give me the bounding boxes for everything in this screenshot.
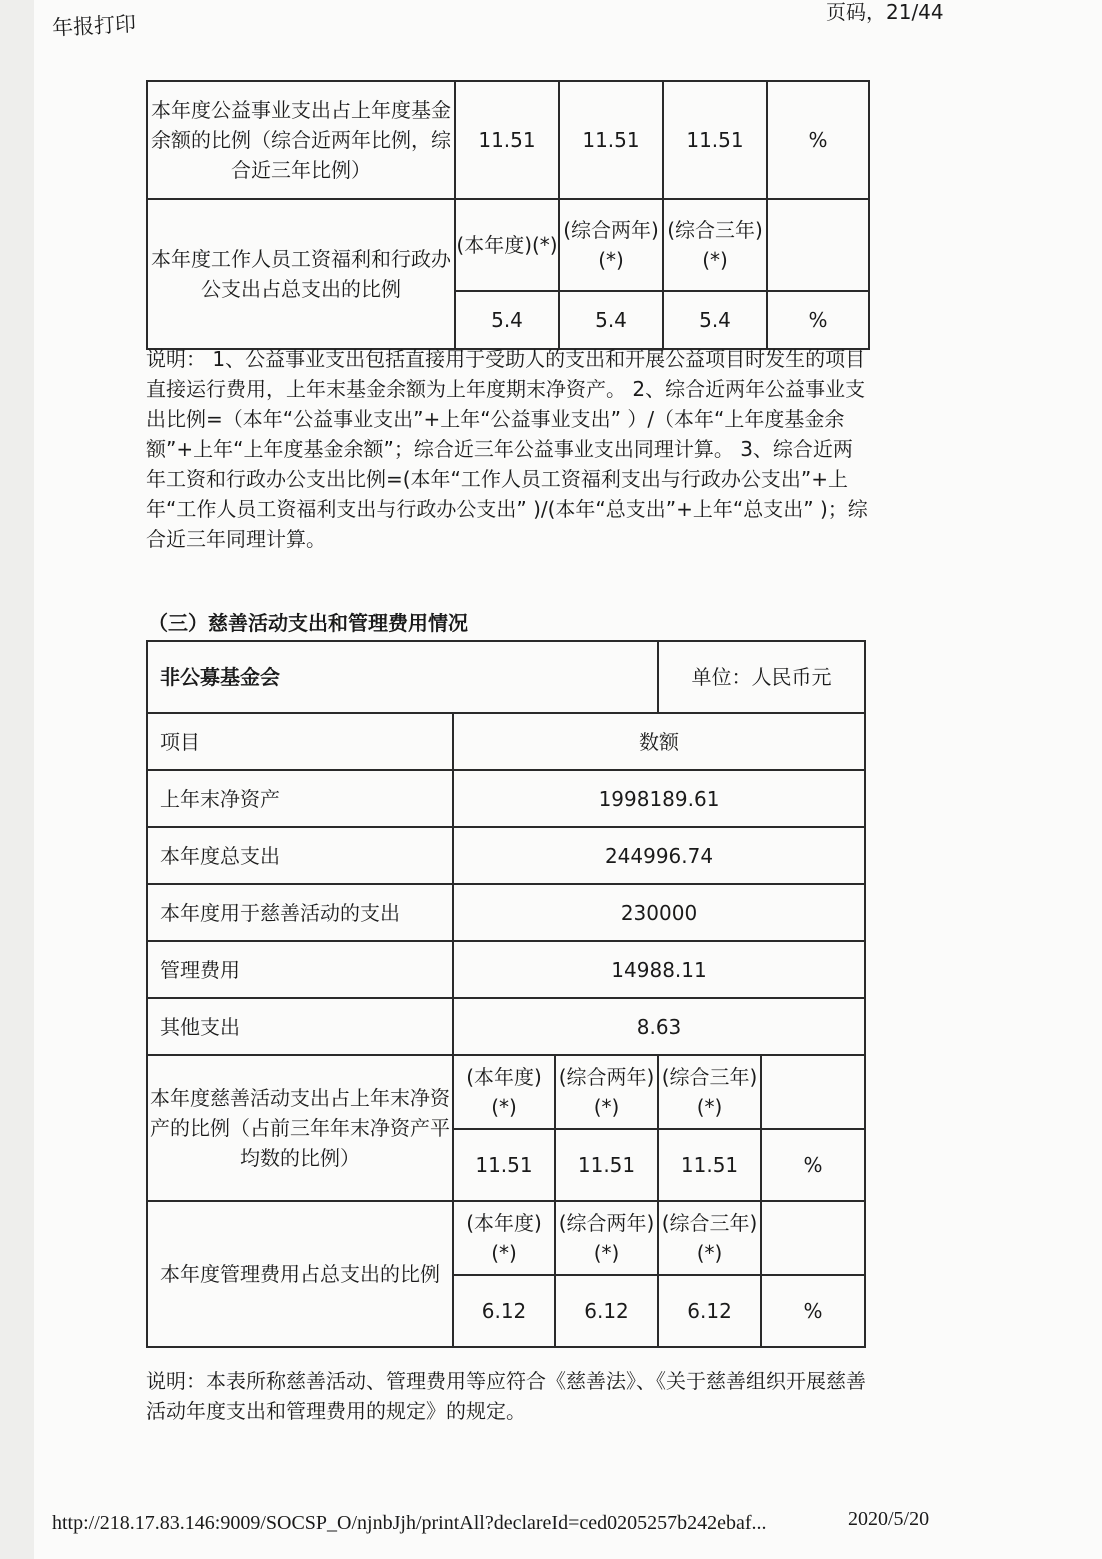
row-value: 14988.11	[453, 941, 865, 998]
row-label: 其他支出	[147, 998, 453, 1055]
row-value: 230000	[453, 884, 865, 941]
row-label: 本年度用于慈善活动的支出	[147, 884, 453, 941]
col-header-amount: 数额	[453, 713, 865, 770]
ratio1-header-two-years: (综合两年)(*)	[555, 1055, 658, 1129]
row-label: 管理费用	[147, 941, 453, 998]
ratio2-value-year: 6.12	[453, 1275, 555, 1347]
header-left: 年报打印	[51, 11, 137, 41]
ratio2-header-two-years: (综合两年)(*)	[555, 1201, 658, 1275]
ratio1-value-year: 11.51	[453, 1129, 555, 1201]
ratio-table-1	[146, 80, 870, 350]
col-header-item: 项目	[147, 713, 453, 770]
row2-value-two-years: 5.4	[559, 291, 663, 349]
ratio2-header-this-year: (本年度)(*)	[453, 1201, 555, 1275]
header-two-years: (综合两年)(*)	[559, 199, 663, 291]
row2-value-three-years: 5.4	[663, 291, 767, 349]
expense-table	[146, 640, 866, 1348]
row-value: 1998189.61	[453, 770, 865, 827]
footer-date: 2020/5/20	[848, 1508, 930, 1530]
footer-url: http://218.17.83.146:9009/SOCSP_O/njnbJjh/printAll?declareId=ced0205257b242ebaf...	[52, 1512, 767, 1534]
note-2: 说明：本表所称慈善活动、管理费用等应符合《慈善法》、《关于慈善组织开展慈善活动年度支出和管理费用的规定》的规定。	[146, 1369, 866, 1423]
header-three-years: (综合三年)(*)	[663, 199, 767, 291]
ratio2-unit: %	[761, 1275, 865, 1347]
row-value: 244996.74	[453, 827, 865, 884]
row1-value-year: 11.51	[455, 81, 559, 199]
footer	[52, 1508, 930, 1535]
empty-cell	[767, 199, 869, 291]
org-type: 非公募基金会	[147, 641, 658, 713]
scan-edge	[0, 0, 34, 1559]
ratio2-header-three-years: (综合三年)(*)	[658, 1201, 761, 1275]
row2-unit: %	[767, 291, 869, 349]
empty-cell	[761, 1201, 865, 1275]
ratio1-header-three-years: (综合三年)(*)	[658, 1055, 761, 1129]
row-value: 8.63	[453, 998, 865, 1055]
unit-label: 单位：人民币元	[658, 641, 865, 713]
ratio1-value-two-years: 11.51	[555, 1129, 658, 1201]
ratio1-value-three-years: 11.51	[658, 1129, 761, 1201]
row1-label: 本年度公益事业支出占上年度基金余额的比例（综合近两年比例，综合近三年比例）	[147, 81, 455, 199]
ratio1-unit: %	[761, 1129, 865, 1201]
row-label: 上年末净资产	[147, 770, 453, 827]
row1-unit: %	[767, 81, 869, 199]
ratio1-label: 本年度慈善活动支出占上年末净资产的比例（占前三年年末净资产平均数的比例）	[147, 1055, 453, 1201]
row2-label: 本年度工作人员工资福利和行政办公支出占总支出的比例	[147, 199, 455, 349]
ratio2-label: 本年度管理费用占总支出的比例	[147, 1201, 453, 1347]
page-number: 页码，21/44	[826, 0, 944, 24]
header-this-year: (本年度)(*)	[455, 199, 559, 291]
section-title: （三）慈善活动支出和管理费用情况	[148, 611, 468, 635]
row1-value-two-years: 11.51	[559, 81, 663, 199]
row-label: 本年度总支出	[147, 827, 453, 884]
ratio2-value-two-years: 6.12	[555, 1275, 658, 1347]
empty-cell	[761, 1055, 865, 1129]
ratio2-value-three-years: 6.12	[658, 1275, 761, 1347]
row2-value-year: 5.4	[455, 291, 559, 349]
note-1: 说明： 1、公益事业支出包括直接用于受助人的支出和开展公益项目时发生的项目直接运行费用，上年末基金余额为上年度期末净资产。 2、综合近两年公益事业支出比例=（本年“公益事业支出”+上年“公益事业支出” ）/（本年“上年度基金余额”+上年“上年度基金余额”；综合近三年公益事业支出同理计算。 3、综合近两年工资和行政办公支出比例=(本年“工作人员工资福利支出与行政办公支出”+上年“工作人员工资福利支出与行政办公支出” )/(本年“总支出”+上年“总支出” )；综合近三年同理计算。	[146, 347, 868, 551]
ratio1-header-this-year: (本年度)(*)	[453, 1055, 555, 1129]
row1-value-three-years: 11.51	[663, 81, 767, 199]
